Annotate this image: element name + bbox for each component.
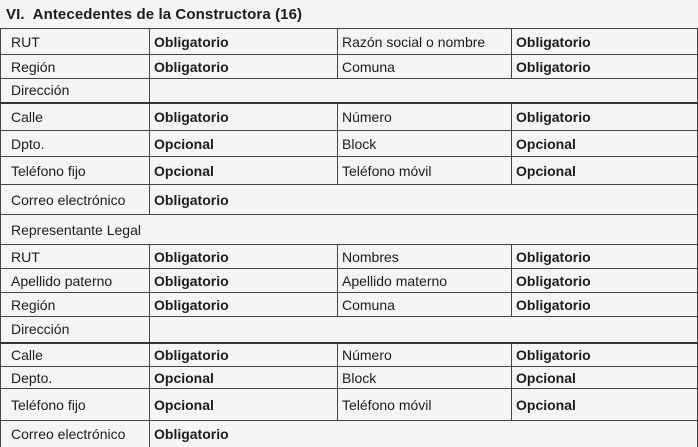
correo-value: Obligatorio xyxy=(150,185,698,215)
rep-apellido-paterno-label: Apellido paterno xyxy=(1,269,150,293)
rep-comuna-value: Obligatorio xyxy=(512,293,698,317)
direccion-empty-cell xyxy=(150,79,698,103)
dpto-label: Dpto. xyxy=(1,131,150,157)
rep-calle-label: Calle xyxy=(1,343,150,367)
rep-apellido-paterno-value: Obligatorio xyxy=(150,269,338,293)
dpto-value: Opcional xyxy=(150,131,338,157)
representante-header: Representante Legal xyxy=(1,215,698,245)
table-row xyxy=(1,79,698,103)
block-label: Block xyxy=(338,131,512,157)
rut-label: RUT xyxy=(1,29,150,55)
numero-label: Número xyxy=(338,103,512,131)
table-row xyxy=(1,269,698,293)
rep-telefono-fijo-value: Opcional xyxy=(150,389,338,421)
correo-label: Correo electrónico xyxy=(1,185,150,215)
rep-direccion-label: Dirección xyxy=(1,317,150,343)
calle-value: Obligatorio xyxy=(150,103,338,131)
rep-correo-value: Obligatorio xyxy=(150,421,698,447)
rep-numero-label: Número xyxy=(338,343,512,367)
telefono-movil-label: Teléfono móvil xyxy=(338,157,512,185)
rep-comuna-label: Comuna xyxy=(338,293,512,317)
table-row xyxy=(1,293,698,317)
comuna-label: Comuna xyxy=(338,55,512,79)
rut-value: Obligatorio xyxy=(150,29,338,55)
section-title xyxy=(6,6,302,23)
table-row xyxy=(1,29,698,55)
telefono-fijo-label: Teléfono fijo xyxy=(1,157,150,185)
table-row xyxy=(1,157,698,185)
rep-region-label: Región xyxy=(1,293,150,317)
constructora-table xyxy=(0,28,698,447)
direccion-label: Dirección xyxy=(1,79,150,103)
rep-telefono-fijo-label: Teléfono fijo xyxy=(1,389,150,421)
rep-rut-value: Obligatorio xyxy=(150,245,338,269)
rep-numero-value: Obligatorio xyxy=(512,343,698,367)
rep-nombres-value: Obligatorio xyxy=(512,245,698,269)
numero-value: Obligatorio xyxy=(512,103,698,131)
table-row xyxy=(1,185,698,215)
rep-calle-value: Obligatorio xyxy=(150,343,338,367)
comuna-value: Obligatorio xyxy=(512,55,698,79)
rep-rut-label: RUT xyxy=(1,245,150,269)
rep-apellido-materno-label: Apellido materno xyxy=(338,269,512,293)
table-row xyxy=(1,367,698,389)
region-label: Región xyxy=(1,55,150,79)
rep-region-value: Obligatorio xyxy=(150,293,338,317)
telefono-movil-value: Opcional xyxy=(512,157,698,185)
razon-social-value: Obligatorio xyxy=(512,29,698,55)
rep-direccion-empty-cell xyxy=(150,317,698,343)
region-value: Obligatorio xyxy=(150,55,338,79)
table-row xyxy=(1,317,698,343)
rep-depto-value: Opcional xyxy=(150,367,338,389)
block-value: Opcional xyxy=(512,131,698,157)
section-title-text: Antecedentes de la Constructora (16) xyxy=(32,6,303,23)
rep-block-value: Opcional xyxy=(512,367,698,389)
section-number: VI. xyxy=(6,6,25,23)
table-row xyxy=(1,245,698,269)
rep-correo-label: Correo electrónico xyxy=(1,421,150,447)
table-row xyxy=(1,389,698,421)
calle-label: Calle xyxy=(1,103,150,131)
rep-telefono-movil-label: Teléfono móvil xyxy=(338,389,512,421)
table-row xyxy=(1,131,698,157)
rep-block-label: Block xyxy=(338,367,512,389)
razon-social-label: Razón social o nombre xyxy=(338,29,512,55)
rep-depto-label: Depto. xyxy=(1,367,150,389)
table-row xyxy=(1,215,698,245)
rep-telefono-movil-value: Opcional xyxy=(512,389,698,421)
table-row xyxy=(1,343,698,367)
table-row xyxy=(1,421,698,447)
table-row xyxy=(1,55,698,79)
rep-apellido-materno-value: Obligatorio xyxy=(512,269,698,293)
table-row xyxy=(1,103,698,131)
telefono-fijo-value: Opcional xyxy=(150,157,338,185)
rep-nombres-label: Nombres xyxy=(338,245,512,269)
